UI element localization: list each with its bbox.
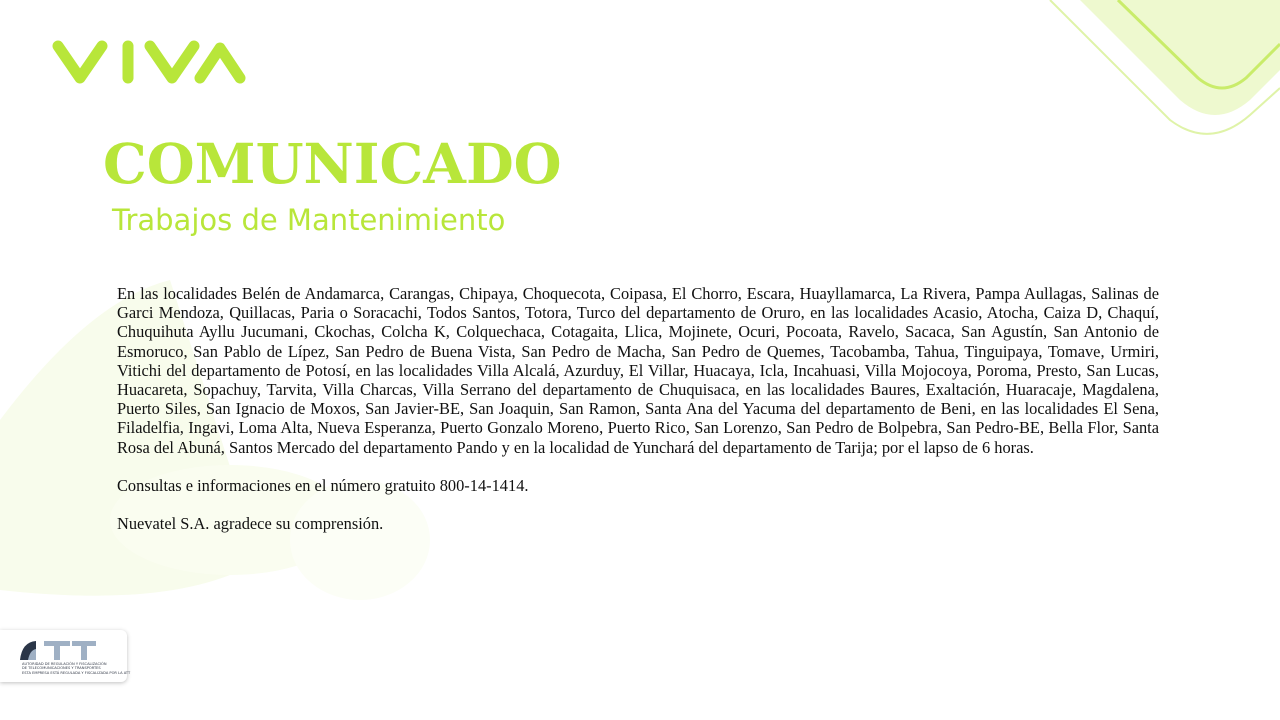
att-caption-line: AUTORIDAD DE REGULACIÓN Y FISCALIZACIÓN <box>22 662 107 666</box>
att-logo <box>18 638 98 662</box>
att-regulator-badge <box>0 630 131 682</box>
contact-paragraph: Consultas e informaciones en el número gratuito 800-14-1414. <box>117 475 529 495</box>
page-title: COMUNICADO <box>103 131 562 196</box>
thanks-paragraph: Nuevatel S.A. agradece su comprensión. <box>117 514 384 534</box>
viva-logo <box>50 38 250 86</box>
att-caption-line: ESTA EMPRESA ESTÁ REGULADA Y FISCALIZADA POR LA ATT <box>22 670 131 675</box>
att-caption <box>22 662 131 675</box>
att-caption-line: DE TELECOMUNICACIONES Y TRANSPORTES <box>22 666 101 671</box>
announcement-body <box>117 284 1159 552</box>
locations-paragraph: En las localidades Belén de Andamarca, Carangas, Chipaya, Choquecota, Coipasa, El Chorro, Escara, Huayllamarca, La Rivera, Pampa Aullagas, Salinas de Garci Mendoza, Quillacas, Paria o Soracachi, Todos Santos, Totora, Turco del departamento de Oruro, en las localidades Acasio, Atocha, Caiza D, Chaquí, Chuquihuta Ayllu Jucumani, Ckochas, Colcha K, Colquechaca, Cotagaita, Llica, Mojinete, Ocuri, Pocoata, Ravelo, Sacaca, San Agustín, San Antonio de Esmoruco, San Pablo de Lípez, San Pedro de Buena Vista, San Pedro de Macha, San Pedro de Quemes, Tacobamba, Tahua, Tinguipaya, Tomave, Urmiri, Vitichi del departamento de Potosí, en las localidades Villa Alcalá, Azurduy, El Villar, Huacaya, Icla, Incahuasi, Villa Mojocoya, Poroma, Presto, San Lucas, Huacareta, Sopachuy, Tarvita, Villa Charcas, Villa Serrano del departamento de Chuquisaca, en las localidades Baures, Exaltación, Huaracaje, Magdalena, Puerto Siles, San Ignacio de Moxos, San Javier-BE, San Joaquin, San Ramon, Santa Ana del Yacuma del departamento de Beni, en las localidades El Sena, Filadelfia, Ingavi, Loma Alta, Nueva Esperanza, Puerto Gonzalo Moreno, Puerto Rico, San Lorenzo, San Pedro de Bolpebra, San Pedro-BE, Bella Flor, Santa Rosa del Abuná, Santos Mercado del departamento Pando y en la localidad de Yunchará del departamento de Tarija; por el lapso de 6 horas. <box>117 284 1159 457</box>
page-subtitle: Trabajos de Mantenimiento <box>112 203 506 237</box>
